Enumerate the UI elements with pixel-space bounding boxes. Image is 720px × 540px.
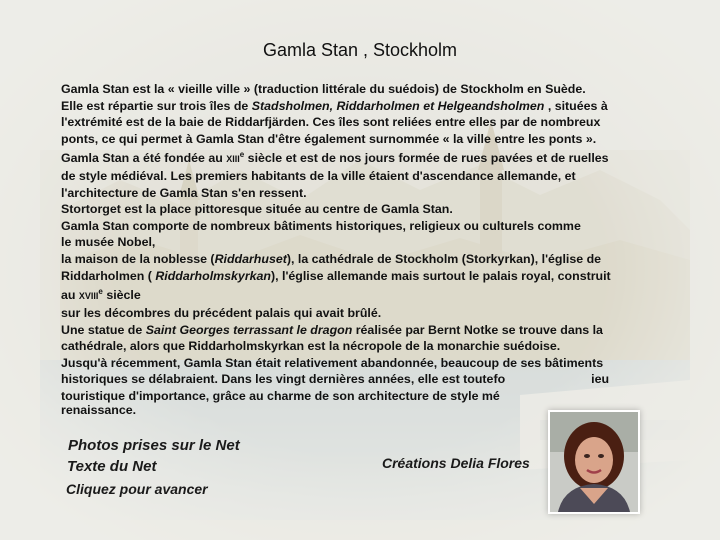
text-line: Elle est répartie sur trois îles de Stadsholmen, Riddarholmen et Helgeandsholmen , situées à bbox=[61, 98, 608, 113]
text-line: Gamla Stan est la « vieille ville » (traduction littérale du suédois) de Stockholm en Suède. bbox=[61, 82, 586, 96]
text-line: de style médiéval. Les premiers habitants de la ville étaient d'ascendance allemande, et bbox=[61, 169, 576, 184]
text-line: au XVIIIe siècle bbox=[61, 287, 141, 303]
text-line: la maison de la noblesse (Riddarhuset), la cathédrale de Stockholm (Storkyrkan), l'église de bbox=[61, 252, 602, 267]
text-line: sur les décombres du précédent palais qui avait brûlé. bbox=[61, 305, 382, 320]
text-line: Stortorget est la place pittoresque située au centre de Gamla Stan. bbox=[61, 202, 453, 217]
text-line: historiques se délabraient. Dans les vingt dernières années, elle est toutefo ieu bbox=[61, 372, 610, 387]
text-line: Riddarholmen ( Riddarholmskyrkan), l'église allemande mais surtout le palais royal, construit bbox=[61, 268, 611, 283]
advance-prompt[interactable]: Cliquez pour avancer bbox=[66, 481, 208, 497]
text-line: l'extrémité est de la baie de Riddarfjärden. Ces îles sont reliées entre elles par de nombreux bbox=[61, 115, 601, 130]
text-line: l'architecture de Gamla Stan s'en ressent. bbox=[61, 185, 307, 200]
text-line: touristique d'importance, grâce au charme de son architecture de style mé bbox=[61, 388, 500, 403]
text-credit: Texte du Net bbox=[67, 458, 157, 475]
text-line: Une statue de Saint Georges terrassant le dragon réalisée par Bernt Notke se trouve dans la bbox=[61, 322, 603, 337]
text-line: renaissance. bbox=[61, 402, 137, 417]
creations-credit: Créations Delia Flores bbox=[382, 455, 530, 471]
text-line: Gamla Stan comporte de nombreux bâtiments historiques, religieux ou culturels comme bbox=[61, 218, 581, 233]
text-line: Gamla Stan a été fondée au XIIIe siècle et est de nos jours formée de rues pavées et de ruelles bbox=[61, 150, 609, 166]
photos-credit: Photos prises sur le Net bbox=[68, 437, 240, 454]
text-line: cathédrale, alors que Riddarholmskyrkan est la nécropole de la monarchie suédoise. bbox=[61, 339, 561, 354]
text-line: Jusqu'à récemment, Gamla Stan était relativement abandonnée, beaucoup de ses bâtiments bbox=[61, 355, 604, 370]
portrait-image bbox=[550, 412, 638, 512]
page-title: Gamla Stan , Stockholm bbox=[262, 40, 458, 60]
author-portrait bbox=[548, 410, 640, 514]
article-text bbox=[61, 81, 661, 415]
text-line: ponts, ce qui permet à Gamla Stan d'être également surnommée « la ville entre les ponts ». bbox=[61, 131, 597, 146]
text-line: le musée Nobel, bbox=[61, 235, 156, 250]
